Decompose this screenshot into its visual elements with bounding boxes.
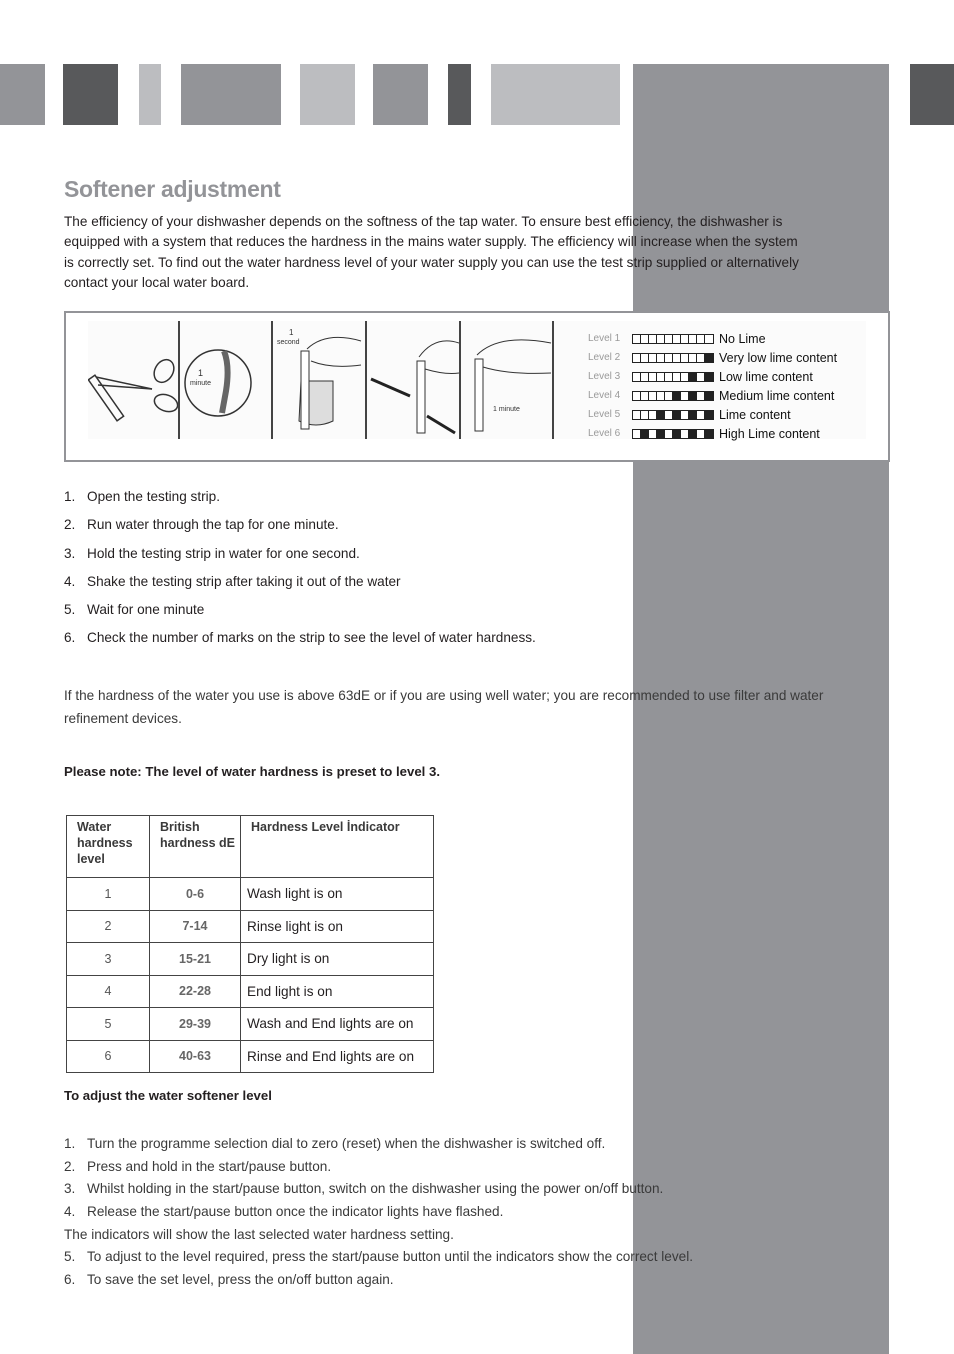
panel-shake [365, 321, 461, 439]
list-item [64, 1201, 693, 1224]
strip-mark [665, 430, 673, 438]
cell-level: 6 [67, 1040, 150, 1073]
intro-paragraph: The efficiency of your dishwasher depends on the softness of the tap water. To ensure best efficiency, the dishwasher is equipped with a system that reduces the hardness in the mains water supply. The efficiency will increase when the system is correctly set. To find out the water hardness level of your water supply you can use the test strip supplied or alternatively contact your local water board. [64, 214, 799, 290]
panel-wait [459, 321, 554, 439]
cell-level: 3 [67, 943, 150, 976]
strip-mark [649, 411, 657, 419]
strip-mark [641, 430, 649, 438]
step-text: Run water through the tap for one minute. [87, 517, 339, 533]
cell-dE: 29-39 [150, 1008, 241, 1041]
list-item [64, 1269, 693, 1292]
strip-bar [632, 353, 714, 363]
step-text: Check the number of marks on the strip to see the level of water hardness. [87, 630, 536, 646]
strip-mark [657, 373, 665, 381]
header-bar [491, 64, 620, 125]
strip-mark [633, 335, 641, 343]
svg-text:minute: minute [190, 380, 212, 387]
strip-mark [681, 430, 689, 438]
strip-mark [673, 335, 681, 343]
preset-note: Please note: The level of water hardness is preset to level 3. [64, 764, 440, 779]
strip-mark [681, 411, 689, 419]
list-item [64, 1224, 693, 1247]
hardness-note: If the hardness of the water you use is above 63dE or if you are using well water; you are recommended to use filter and water refinement devices. [64, 688, 824, 726]
test-strip-illustration [64, 311, 890, 462]
svg-text:second: second [277, 339, 300, 346]
level-name: Level 4 [588, 390, 621, 401]
cell-level: 5 [67, 1008, 150, 1041]
strip-mark [673, 411, 681, 419]
header-dE: British hardness dE [150, 816, 241, 878]
cell-dE: 0-6 [150, 878, 241, 911]
shake-strip-icon [365, 321, 459, 439]
strip-mark [641, 392, 649, 400]
header-bar [373, 64, 428, 125]
cell-indicator: Wash and End lights are on [241, 1008, 434, 1041]
strip-mark [705, 430, 713, 438]
step-text: Press and hold in the start/pause button. [87, 1158, 332, 1174]
cell-dE: 40-63 [150, 1040, 241, 1073]
cell-dE: 15-21 [150, 943, 241, 976]
header-bar [181, 64, 281, 125]
list-item [64, 1178, 693, 1201]
cell-dE: 22-28 [150, 975, 241, 1008]
strip-mark [689, 411, 697, 419]
strip-mark [657, 354, 665, 362]
step-text: Release the start/pause button once the indicator lights have flashed. [87, 1204, 504, 1220]
cell-indicator: Wash light is on [241, 878, 434, 911]
list-item [64, 630, 536, 658]
step-number: 3. [64, 545, 76, 561]
table-header-row [67, 816, 434, 878]
strip-mark [681, 392, 689, 400]
strip-mark [705, 373, 713, 381]
strip-mark [633, 392, 641, 400]
strip-bar [632, 429, 714, 439]
strip-bar [632, 410, 714, 420]
strip-mark [705, 354, 713, 362]
level-label: Very low lime content [719, 350, 838, 365]
table-row [67, 943, 434, 976]
step-text: Open the testing strip. [87, 489, 220, 504]
strip-mark [657, 430, 665, 438]
step-text: Hold the testing strip in water for one second. [87, 545, 360, 561]
strip-mark [697, 430, 705, 438]
strip-mark [665, 335, 673, 343]
panel-tap [178, 321, 273, 439]
table-row [67, 975, 434, 1008]
level-row [588, 348, 837, 367]
level-name: Level 5 [588, 409, 621, 420]
level-name: Level 1 [588, 333, 621, 344]
cell-level: 2 [67, 910, 150, 943]
cell-indicator: Rinse and End lights are on [241, 1040, 434, 1073]
strip-mark [689, 430, 697, 438]
header-bar [0, 64, 45, 125]
strip-mark [673, 354, 681, 362]
strip-mark [649, 430, 657, 438]
step-number: 1. [64, 1136, 76, 1151]
list-item [64, 489, 536, 517]
step-number: 1. [64, 489, 76, 504]
strip-mark [641, 354, 649, 362]
step-number: 6. [64, 1272, 76, 1288]
strip-mark [649, 354, 657, 362]
step-number: 4. [64, 573, 76, 589]
step-text: To adjust to the level required, press the start/pause button until the indicators show the correct level. [87, 1249, 694, 1265]
table-row [67, 1040, 434, 1073]
step-number: 3. [64, 1181, 76, 1197]
strip-mark [697, 354, 705, 362]
step-text: Shake the testing strip after taking it out of the water [87, 573, 401, 589]
test-steps-list [64, 489, 536, 659]
level-label: Low lime content [719, 369, 813, 384]
strip-mark [649, 392, 657, 400]
level-label: High Lime content [719, 426, 820, 441]
level-name: Level 6 [588, 428, 621, 439]
list-item [64, 574, 536, 602]
header-bar [63, 64, 118, 125]
svg-text:1: 1 [289, 328, 294, 337]
list-item [64, 1246, 693, 1269]
hardness-level-legend [588, 329, 837, 443]
step-number: 2. [64, 1158, 76, 1174]
strip-mark [657, 335, 665, 343]
header-bar [448, 64, 471, 125]
level-row [588, 424, 837, 443]
tap-icon [178, 321, 271, 439]
level-label: Medium lime content [719, 388, 835, 403]
strip-mark [681, 354, 689, 362]
strip-mark [689, 373, 697, 381]
list-item [64, 1156, 693, 1179]
strip-mark [689, 392, 697, 400]
header-bar [139, 64, 161, 125]
table-row [67, 910, 434, 943]
strip-bar [632, 391, 714, 401]
strip-mark [689, 335, 697, 343]
strip-mark [665, 411, 673, 419]
strip-mark [681, 335, 689, 343]
adjust-section-title: To adjust the water softener level [64, 1088, 272, 1103]
level-label: No Lime [719, 331, 766, 346]
strip-mark [641, 335, 649, 343]
step-text: Wait for one minute [87, 602, 205, 618]
list-item [64, 602, 536, 630]
strip-mark [697, 392, 705, 400]
table-row [67, 878, 434, 911]
strip-mark [673, 373, 681, 381]
cell-indicator: Dry light is on [241, 943, 434, 976]
strip-mark [697, 373, 705, 381]
cell-indicator: End light is on [241, 975, 434, 1008]
step-number: 5. [64, 602, 76, 618]
strip-mark [649, 373, 657, 381]
step-text: Turn the programme selection dial to zero (reset) when the dishwasher is switched off. [87, 1136, 606, 1151]
strip-mark [633, 373, 641, 381]
strip-mark [697, 335, 705, 343]
level-row [588, 329, 837, 348]
strip-bar [632, 372, 714, 382]
step-text: The indicators will show the last selected water hardness setting. [64, 1226, 454, 1242]
panel-dip [271, 321, 367, 439]
dip-strip-icon [271, 321, 365, 439]
list-item [64, 1133, 693, 1156]
cell-level: 1 [67, 878, 150, 911]
step-number: 5. [64, 1249, 76, 1265]
strip-mark [633, 411, 641, 419]
svg-text:1: 1 [198, 368, 204, 378]
level-row [588, 405, 837, 424]
step-number: 2. [64, 517, 76, 533]
strip-mark [697, 411, 705, 419]
header-bar [300, 64, 355, 125]
strip-mark [641, 411, 649, 419]
strip-mark [689, 354, 697, 362]
strip-mark [657, 411, 665, 419]
strip-mark [705, 335, 713, 343]
list-item [64, 517, 536, 545]
header-bar [910, 64, 954, 125]
strip-bar [632, 334, 714, 344]
wait-strip-icon [459, 321, 552, 439]
cell-level: 4 [67, 975, 150, 1008]
level-name: Level 3 [588, 371, 621, 382]
header-indicator: Hardness Level İndicator [241, 816, 434, 878]
step-number: 6. [64, 630, 76, 646]
strip-mark [673, 392, 681, 400]
strip-mark [665, 392, 673, 400]
strip-mark [665, 354, 673, 362]
scissors-icon [88, 321, 178, 439]
cell-dE: 7-14 [150, 910, 241, 943]
step-text: To save the set level, press the on/off button again. [87, 1272, 394, 1288]
strip-mark [633, 430, 641, 438]
strip-mark [657, 392, 665, 400]
strip-mark [673, 430, 681, 438]
strip-mark [665, 373, 673, 381]
step-text: Whilst holding in the start/pause button, switch on the dishwasher using the power on/off button. [87, 1181, 664, 1197]
strip-mark [705, 411, 713, 419]
adjust-steps-list [64, 1133, 693, 1292]
cell-indicator: Rinse light is on [241, 910, 434, 943]
strip-mark [681, 373, 689, 381]
list-item [64, 546, 536, 574]
level-row [588, 386, 837, 405]
level-label: Lime content [719, 407, 791, 422]
strip-mark [633, 354, 641, 362]
svg-text:1 minute: 1 minute [493, 406, 520, 413]
header-level: Water hardness level [67, 816, 150, 878]
level-name: Level 2 [588, 352, 621, 363]
table-row [67, 1008, 434, 1041]
level-row [588, 367, 837, 386]
hardness-table [66, 815, 434, 1073]
page-title: Softener adjustment [64, 176, 281, 202]
strip-mark [649, 335, 657, 343]
panel-scissors [88, 321, 180, 439]
step-number: 4. [64, 1204, 76, 1220]
strip-mark [641, 373, 649, 381]
strip-mark [705, 392, 713, 400]
